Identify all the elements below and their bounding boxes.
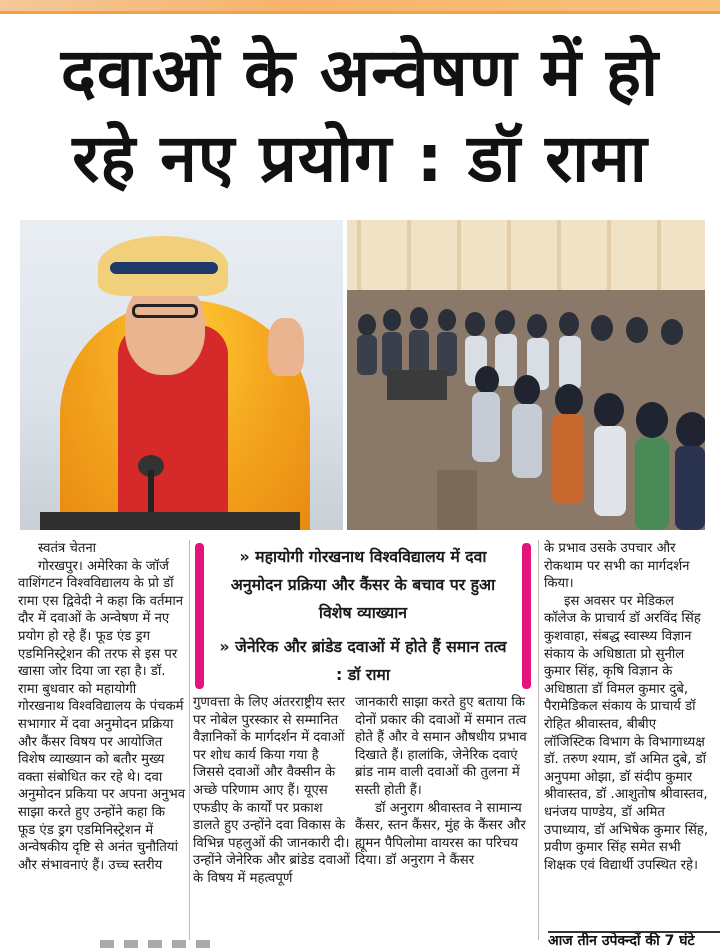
headline-line-2: रहे नए प्रयोग : डॉ रामा [72,120,648,197]
highlight-text [215,543,511,689]
highlight-point-1: » महायोगी गोरखनाथ विश्वविद्यालय में दवा अनुमोदन प्रक्रिया और कैंसर के बचाव पर हुआ विशेष व्याख्यान [230,547,496,622]
article-body-col4-part1: के प्रभाव उसके उपचार और रोकथाम पर सभी का मार्गदर्शन किया। [544,541,690,592]
article-column-1 [18,540,186,874]
highlight-bar-left [195,543,204,689]
cut-off-text-marks [100,940,220,948]
audience-photo [347,220,705,530]
top-color-band [0,0,720,14]
article-body-col3-part2: डॉ अनुराग श्रीवास्तव ने सामान्य कैंसर, स्तन कैंसर, मुंह के कैंसर और ह्यूमन पैपिलोमा वायरस का परिचय दिया। डॉ अनुराग ने कैंसर [355,800,526,869]
headline-line-1: दवाओं के अन्वेषण में हो [60,34,660,111]
column-rule-1 [189,540,190,940]
headline [14,30,706,202]
next-article-headline-cut: आज तीन उपेक्न्दों की 7 घंटे [548,931,720,948]
article-column-2 [193,694,353,888]
speaker-hand [268,318,304,376]
article-column-4 [544,540,710,874]
article-body-col4-part2: इस अवसर पर मेडिकल कॉलेज के प्राचार्य डॉ अरविंद सिंह कुशवाहा, संबद्ध स्वास्थ्य विज्ञान संकाय के अधिष्ठाता प्रो सुनील कुमार सिंह, कृषि विज्ञान के अधिष्ठाता डॉ विमल कुमार दुबे, पैरामेडिकल संकाय के प्राचार्य डॉ रोहित श्रीवास्तव, बीबीए लॉजिस्टिक विभाग के विभागाध्यक्ष डॉ. तरुण श्याम, डॉ अमित दुबे, डॉ अनुपमा ओझा, डॉ संदीप कुमार श्रीवास्तव, डॉ .आशुतोष श्रीवास्तव, धनंजय पाण्डेय, डॉ अमित उपाध्याय, डॉ अभिषेक कुमार सिंह, प्रवीण कुमार सिंह समेत सभी शिक्षक एवं विद्यार्थी उपस्थित रहे। [544,593,709,873]
highlight-point-2: » जेनेरिक और ब्रांडेड दवाओं में होते हैं समान तत्व : डॉ रामा [219,637,507,684]
article-body-col2: गुणवत्ता के लिए अंतरराष्ट्रीय स्तर पर नोबेल पुरस्कार से सम्मानित वैज्ञानिकों के मार्गदर्शन में दवाओं पर शोध कार्य किया गया है जिससे दवाओं और वैक्सीन के अच्छे परिणाम आए हैं। यूएस एफडीए के कार्यों पर प्रकाश डालते हुए उन्होंने दवा विकास के विभिन्न पहलुओं की जानकारी दी। उन्होंने जेनेरिक और ब्रांडेड दवाओं के विषय में महत्वपूर्ण [193,695,350,886]
column-rule-3 [538,540,539,940]
podium [40,512,300,530]
highlight-box [195,543,531,689]
audience-illustration [347,220,705,530]
article-body-col3-part1: जानकारी साझा करते हुए बताया कि दोनों प्रकार की दवाओं में समान तत्व होते हैं और वे समान औषधीय प्रभाव दिखाते हैं। हालांकि, जेनेरिक दवाएं ब्रांड नाम वाली दवाओं की तुलना में सस्ती होती हैं। [355,695,527,798]
article-column-3 [355,694,527,870]
speaker-glasses [132,304,198,318]
highlight-bar-right [522,543,531,689]
article-body-col1: गोरखपुर। अमेरिका के जॉर्ज वाशिंगटन विश्वविद्यालय के प्रो डॉ रामा एस द्विवेदी ने कहा कि वर्तमान दौर में दवाओं के अन्वेषण में नए प्रयोग हो रहे हैं। फूड एंड ड्रग एडमिनिस्ट्रेशन की तरफ से इस पर खासा जोर दिया जा रहा है। डॉ. रामा बुधवार को महायोगी गोरखनाथ विश्वविद्यालय के पंचकर्म सभागार में दवा अनुमोदन प्रक्रिया और कैंसर विषय पर आयोजित विशेष व्याख्यान को बतौर मुख्य वक्ता संबोधित कर रहे थे। दवा अनुमोदन प्रकिया पर अपना अनुभव साझा करते हुए उन्होंने कहा कि फूड एंड ड्रग एडमिनिस्ट्रेशन में अन्वेषकीय दृष्टि से अनंत चुनौतियां और संभावनाएं हैं। उच्च स्तरीय [18,558,186,873]
article-source: स्वतंत्र चेतना [38,541,97,556]
speaker-hat-band [110,262,218,274]
